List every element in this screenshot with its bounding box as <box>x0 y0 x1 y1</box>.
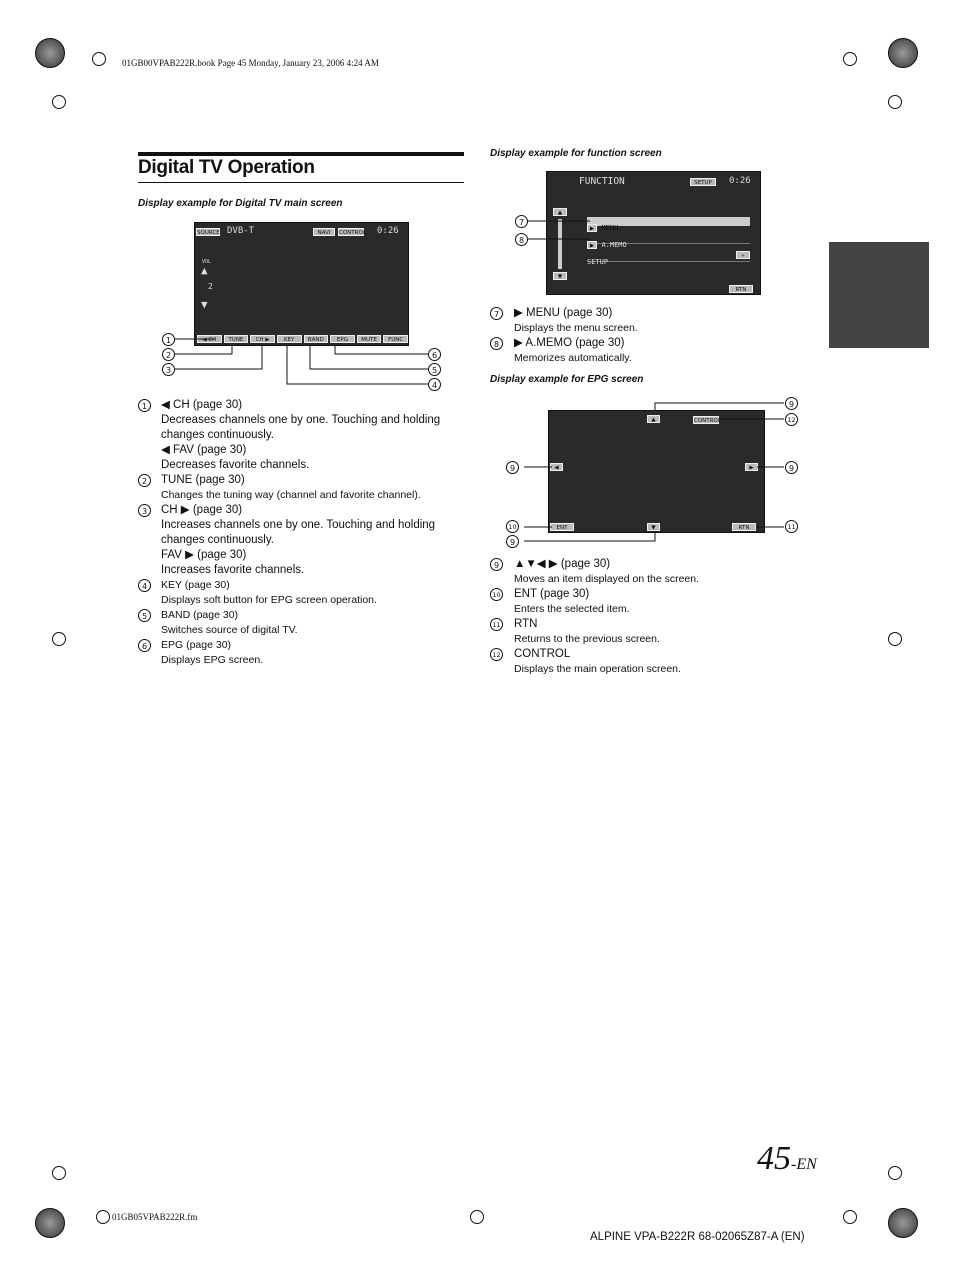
mute-button[interactable]: MUTE <box>357 335 382 343</box>
volume-value: 2 <box>208 282 213 291</box>
caption-main-screen: Display example for Digital TV main screen <box>138 198 343 209</box>
caption-epg-screen: Display example for EPG screen <box>490 374 644 385</box>
screen-title: DVB-T <box>227 226 255 236</box>
setup-top-button[interactable]: SETUP <box>690 178 716 186</box>
volume-down-icon[interactable]: ▼ <box>201 298 208 311</box>
ch-down-button[interactable]: ◀ CH <box>197 335 222 343</box>
band-button[interactable]: BAND <box>304 335 329 343</box>
callout-8: 8 <box>515 233 528 246</box>
crosshair-mark <box>52 1166 66 1180</box>
item-10: 10 ENT (page 30) Enters the selected item. <box>490 587 810 617</box>
callout-9: 9 <box>785 461 798 474</box>
item-1: 1 ◀ CH (page 30) Decreases channels one by one. Touching and holding changes continuously. ◀ FAV (page 30) Decreases favorite channels. <box>138 398 468 473</box>
epg-left-icon[interactable]: ◀ <box>550 463 563 471</box>
source-button[interactable]: SOURCE <box>197 230 220 236</box>
callout-3: 3 <box>162 363 175 376</box>
callout-2: 2 <box>162 348 175 361</box>
item-8: 8 ▶ A.MEMO (page 30) Memorizes automatically. <box>490 336 810 366</box>
page-title: Digital TV Operation <box>138 157 315 178</box>
function-item-list <box>490 306 810 366</box>
item-5: 5 BAND (page 30) Switches source of digital TV. <box>138 608 468 638</box>
volume-label: VOL <box>202 259 212 265</box>
tune-button[interactable]: TUNE <box>224 335 249 343</box>
callout-11: 11 <box>785 520 798 533</box>
navi-button[interactable]: NAVI <box>313 228 335 236</box>
epg-callout-lines <box>0 380 954 550</box>
crosshair-mark <box>888 1166 902 1180</box>
callout-10: 10 <box>506 520 519 533</box>
callout-12: 12 <box>785 413 798 426</box>
callout-4: 4 <box>428 378 441 391</box>
crosshair-mark <box>96 1210 110 1224</box>
footer-file: 01GB05VPAB222R.fm <box>112 1212 198 1222</box>
epg-item-list <box>490 557 810 677</box>
item-3: 3 CH ▶ (page 30) Increases channels one by one. Touching and holding changes continuously. FAV ▶ (page 30) Increases favorite channels. <box>138 503 468 578</box>
ch-up-button[interactable]: CH ▶ <box>250 335 275 343</box>
crosshair-mark <box>843 1210 857 1224</box>
caption-function-screen: Display example for function screen <box>490 148 662 159</box>
epg-rtn-button[interactable]: RTN <box>732 523 756 531</box>
item-12: 12 CONTROL Displays the main operation screen. <box>490 647 810 677</box>
callout-7: 7 <box>515 215 528 228</box>
amemo-row[interactable]: ▶ A.MEMO <box>587 234 750 244</box>
callout-5: 5 <box>428 363 441 376</box>
key-button[interactable]: KEY <box>277 335 302 343</box>
control-button[interactable]: CONTROL <box>339 230 366 236</box>
play-icon: ▶ <box>587 241 597 249</box>
registration-mark <box>888 1208 918 1238</box>
item-9: 9 ▲▼◀ ▶ (page 30) Moves an item displayed on the screen. <box>490 557 810 587</box>
item-7: 7 ▶ MENU (page 30) Displays the menu screen. <box>490 306 810 336</box>
item-4: 4 KEY (page 30) Displays soft button for EPG screen operation. <box>138 578 468 608</box>
crosshair-mark <box>888 632 902 646</box>
setup-row[interactable]: SETUP » <box>587 251 750 262</box>
epg-button[interactable]: EPG <box>330 335 355 343</box>
func-button[interactable]: FUNC <box>383 335 408 343</box>
epg-up-icon[interactable]: ▲ <box>647 415 660 423</box>
volume-up-icon[interactable]: ▲ <box>201 264 208 277</box>
crosshair-mark <box>52 632 66 646</box>
epg-ent-button[interactable]: ENT <box>550 523 574 531</box>
registration-mark <box>35 1208 65 1238</box>
item-11: 11 RTN Returns to the previous screen. <box>490 617 810 647</box>
rtn-button[interactable]: RTN <box>729 285 753 293</box>
clock: 0:26 <box>377 226 399 236</box>
function-clock: 0:26 <box>729 176 751 186</box>
function-callout-lines <box>0 0 954 300</box>
play-icon: ▶ <box>587 224 597 232</box>
item-6: 6 EPG (page 30) Displays EPG screen. <box>138 638 468 668</box>
callout-9: 9 <box>506 461 519 474</box>
callout-9: 9 <box>785 397 798 410</box>
scroll-up-icon[interactable]: ▲ <box>553 208 567 216</box>
file-info-header: 01GB00VPAB222R.book Page 45 Monday, January 23, 2006 4:24 AM <box>122 58 379 68</box>
epg-right-icon[interactable]: ▶ <box>745 463 758 471</box>
scroll-down-icon[interactable]: ▼ <box>553 272 567 280</box>
epg-down-icon[interactable]: ▼ <box>647 523 660 531</box>
item-2: 2 TUNE (page 30) Changes the tuning way (channel and favorite channel). <box>138 473 468 503</box>
crosshair-mark <box>470 1210 484 1224</box>
menu-row[interactable]: ▶ MENU <box>587 217 750 226</box>
forward-icon[interactable]: » <box>736 251 750 259</box>
function-title: FUNCTION <box>579 176 625 187</box>
epg-control-button[interactable]: CONTROL <box>694 418 721 424</box>
footer-model: ALPINE VPA-B222R 68-02065Z87-A (EN) <box>590 1231 805 1243</box>
callout-1: 1 <box>162 333 175 346</box>
page-number: 45-EN <box>757 1140 817 1177</box>
callout-9: 9 <box>506 535 519 548</box>
callout-6: 6 <box>428 348 441 361</box>
